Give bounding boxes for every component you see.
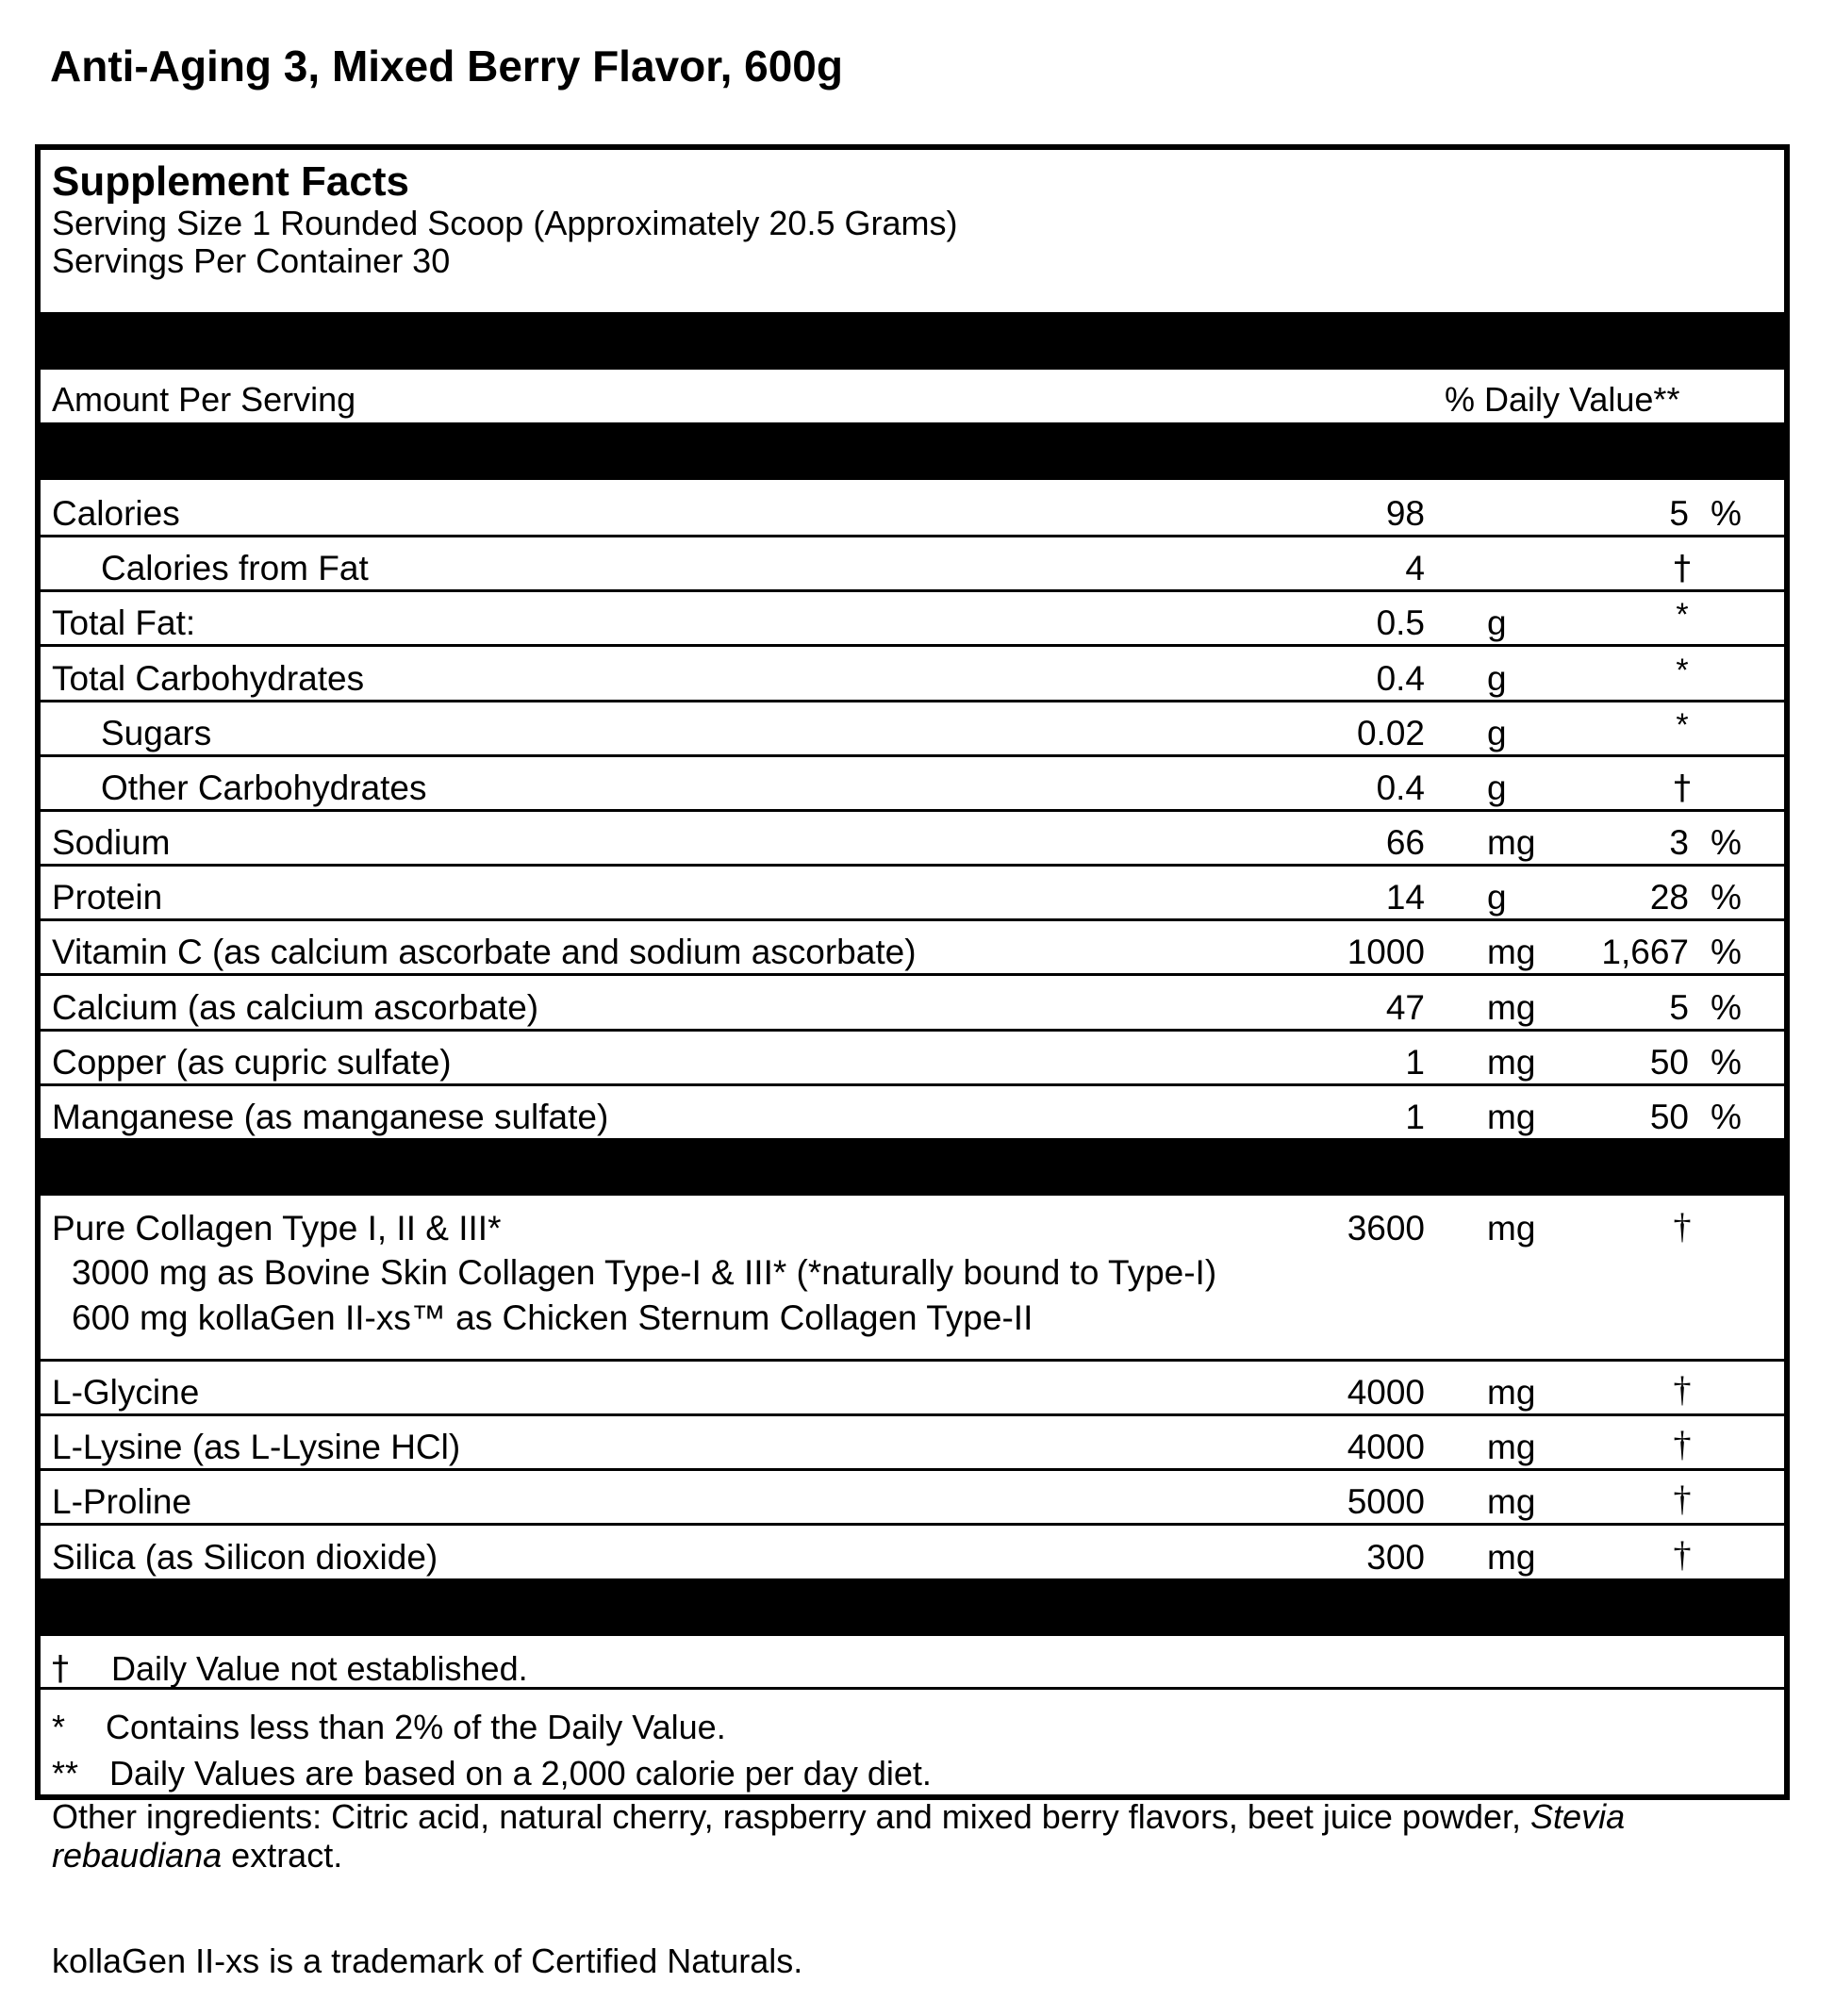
other-ingredients-suffix: extract. [222, 1836, 343, 1875]
nutrient-label: Copper (as cupric sulfate) [52, 1042, 452, 1082]
nutrient-amount: 1000 [1347, 933, 1425, 972]
ingredient-label: L-Glycine [52, 1373, 200, 1413]
nutrient-amount: 14 [1385, 878, 1425, 917]
nutrient-label: Calcium (as calcium ascorbate) [52, 987, 539, 1027]
collagen-amount: 3600 [1347, 1208, 1425, 1248]
nutrient-label: Sugars [101, 713, 212, 752]
nutrient-row [41, 1029, 1784, 1083]
ingredient-row [41, 1468, 1784, 1523]
other-ingredients [52, 1797, 1787, 1875]
ingredient-row [41, 1359, 1784, 1413]
facts-header [41, 150, 1784, 312]
ingredient-amount: 4000 [1347, 1428, 1425, 1467]
supplement-facts-panel [35, 144, 1790, 1800]
collagen-row [41, 1196, 1784, 1359]
footnotes [41, 1636, 1784, 1795]
percent-sign: % [1711, 1042, 1742, 1082]
collagen-unit: mg [1487, 1208, 1536, 1248]
collagen-label: Pure Collagen Type I, II & III* [52, 1208, 502, 1248]
nutrient-label: Manganese (as manganese sulfate) [52, 1097, 609, 1136]
nutrient-row [41, 589, 1784, 644]
nutrient-daily-value: 50 [1649, 1042, 1689, 1082]
nutrient-unit: mg [1487, 1042, 1536, 1082]
percent-sign: % [1711, 878, 1742, 917]
nutrient-daily-value: 3 [1669, 823, 1689, 863]
ingredient-amount: 5000 [1347, 1482, 1425, 1522]
amount-header-row [41, 370, 1784, 422]
nutrient-amount: 47 [1385, 987, 1425, 1027]
nutrient-label: Vitamin C (as calcium ascorbate and sodium ascorbate) [52, 933, 917, 972]
nutrient-amount: 0.02 [1356, 713, 1425, 752]
percent-sign: % [1711, 1097, 1742, 1136]
nutrient-table [41, 480, 1784, 1138]
ingredient-amount: 300 [1366, 1537, 1425, 1577]
nutrient-unit: mg [1487, 933, 1536, 972]
nutrient-amount: 4 [1405, 549, 1425, 588]
ingredient-label: L-Lysine (as L-Lysine HCl) [52, 1428, 461, 1467]
nutrient-daily-value: 28 [1649, 878, 1689, 917]
nutrient-row [41, 644, 1784, 699]
ingredient-unit: mg [1487, 1482, 1536, 1522]
nutrient-label: Total Carbohydrates [52, 658, 365, 698]
nutrient-amount: 0.5 [1376, 603, 1425, 643]
ingredient-row [41, 1413, 1784, 1468]
double-asterisk-icon: ** [52, 1753, 79, 1793]
dagger-icon: † [1673, 1370, 1692, 1411]
nutrient-row [41, 480, 1784, 535]
nutrient-amount: 1 [1405, 1097, 1425, 1136]
dagger-icon: † [1673, 1425, 1692, 1465]
percent-sign: % [1711, 933, 1742, 972]
nutrient-row [41, 809, 1784, 864]
nutrient-label: Calories from Fat [101, 549, 369, 588]
asterisk-icon: * [52, 1707, 66, 1746]
dagger-icon: † [52, 1648, 69, 1688]
other-ingredients-italic: Stevia rebaudiana [52, 1797, 1626, 1875]
nutrient-row [41, 754, 1784, 809]
ingredient-label: Silica (as Silicon dioxide) [52, 1537, 438, 1577]
trademark-note: kollaGen II-xs is a trademark of Certified Naturals. [52, 1942, 803, 1980]
nutrient-row [41, 973, 1784, 1028]
daily-value-header: % Daily Value** [1445, 380, 1680, 419]
nutrient-row [41, 1083, 1784, 1138]
footnote-text: Daily Values are based on a 2,000 calorie per day diet. [109, 1753, 932, 1793]
nutrient-amount: 66 [1385, 823, 1425, 863]
nutrient-label: Total Fat: [52, 603, 196, 643]
nutrient-label: Protein [52, 878, 163, 917]
dagger-icon: † [1673, 1534, 1692, 1575]
nutrient-row [41, 864, 1784, 918]
product-title: Anti-Aging 3, Mixed Berry Flavor, 600g [50, 41, 843, 91]
nutrient-label: Sodium [52, 823, 171, 863]
ingredient-table [41, 1359, 1784, 1578]
nutrient-amount: 0.4 [1376, 658, 1425, 698]
nutrient-daily-value: 1,667 [1601, 933, 1689, 972]
nutrient-unit: g [1487, 878, 1507, 917]
collagen-sub-line: 600 mg kollaGen II-xs™ as Chicken Sternum Collagen Type-II [72, 1297, 1033, 1337]
facts-heading: Supplement Facts [52, 158, 409, 205]
asterisk-icon: * [1676, 706, 1689, 743]
percent-sign: % [1711, 494, 1742, 534]
divider-bar [41, 312, 1784, 370]
collagen-sub-line: 3000 mg as Bovine Skin Collagen Type-I & III* (*naturally bound to Type-I) [72, 1252, 1217, 1292]
divider-bar [41, 422, 1784, 480]
asterisk-icon: * [1676, 652, 1689, 688]
nutrient-unit: mg [1487, 1097, 1536, 1136]
nutrient-daily-value: 50 [1649, 1097, 1689, 1136]
dagger-icon: † [1674, 768, 1691, 807]
servings-per-container: Servings Per Container 30 [52, 241, 451, 280]
serving-size: Serving Size 1 Rounded Scoop (Approximately 20.5 Grams) [52, 204, 958, 242]
ingredient-row [41, 1523, 1784, 1578]
nutrient-row [41, 535, 1784, 589]
divider-bar [41, 1578, 1784, 1636]
footnote-text: Contains less than 2% of the Daily Value. [106, 1707, 726, 1746]
ingredient-unit: mg [1487, 1373, 1536, 1413]
nutrient-label: Other Carbohydrates [101, 768, 427, 807]
nutrient-amount: 0.4 [1376, 768, 1425, 807]
dagger-icon: † [1673, 1479, 1692, 1520]
nutrient-unit: mg [1487, 987, 1536, 1027]
nutrient-label: Calories [52, 494, 180, 534]
ingredient-unit: mg [1487, 1537, 1536, 1577]
nutrient-amount: 98 [1385, 494, 1425, 534]
dagger-icon: † [1674, 549, 1691, 588]
ingredient-unit: mg [1487, 1428, 1536, 1467]
ingredient-amount: 4000 [1347, 1373, 1425, 1413]
percent-sign: % [1711, 823, 1742, 863]
nutrient-amount: 1 [1405, 1042, 1425, 1082]
nutrient-row [41, 918, 1784, 973]
nutrient-unit: g [1487, 603, 1507, 643]
nutrient-unit: g [1487, 658, 1507, 698]
ingredient-label: L-Proline [52, 1482, 192, 1522]
other-ingredients-text: Other ingredients: Citric acid, natural cherry, raspberry and mixed berry flavors, beet juice powder, [52, 1797, 1531, 1836]
divider-bar [41, 1138, 1784, 1196]
nutrient-unit: g [1487, 713, 1507, 752]
dagger-icon: † [1673, 1206, 1692, 1247]
nutrient-row [41, 700, 1784, 754]
percent-sign: % [1711, 987, 1742, 1027]
amount-per-serving-label: Amount Per Serving [52, 380, 356, 419]
asterisk-icon: * [1676, 597, 1689, 634]
nutrient-unit: mg [1487, 823, 1536, 863]
footnote-text: Daily Value not established. [111, 1648, 528, 1688]
nutrient-daily-value: 5 [1669, 494, 1689, 534]
nutrient-unit: g [1487, 768, 1507, 807]
nutrient-daily-value: 5 [1669, 987, 1689, 1027]
